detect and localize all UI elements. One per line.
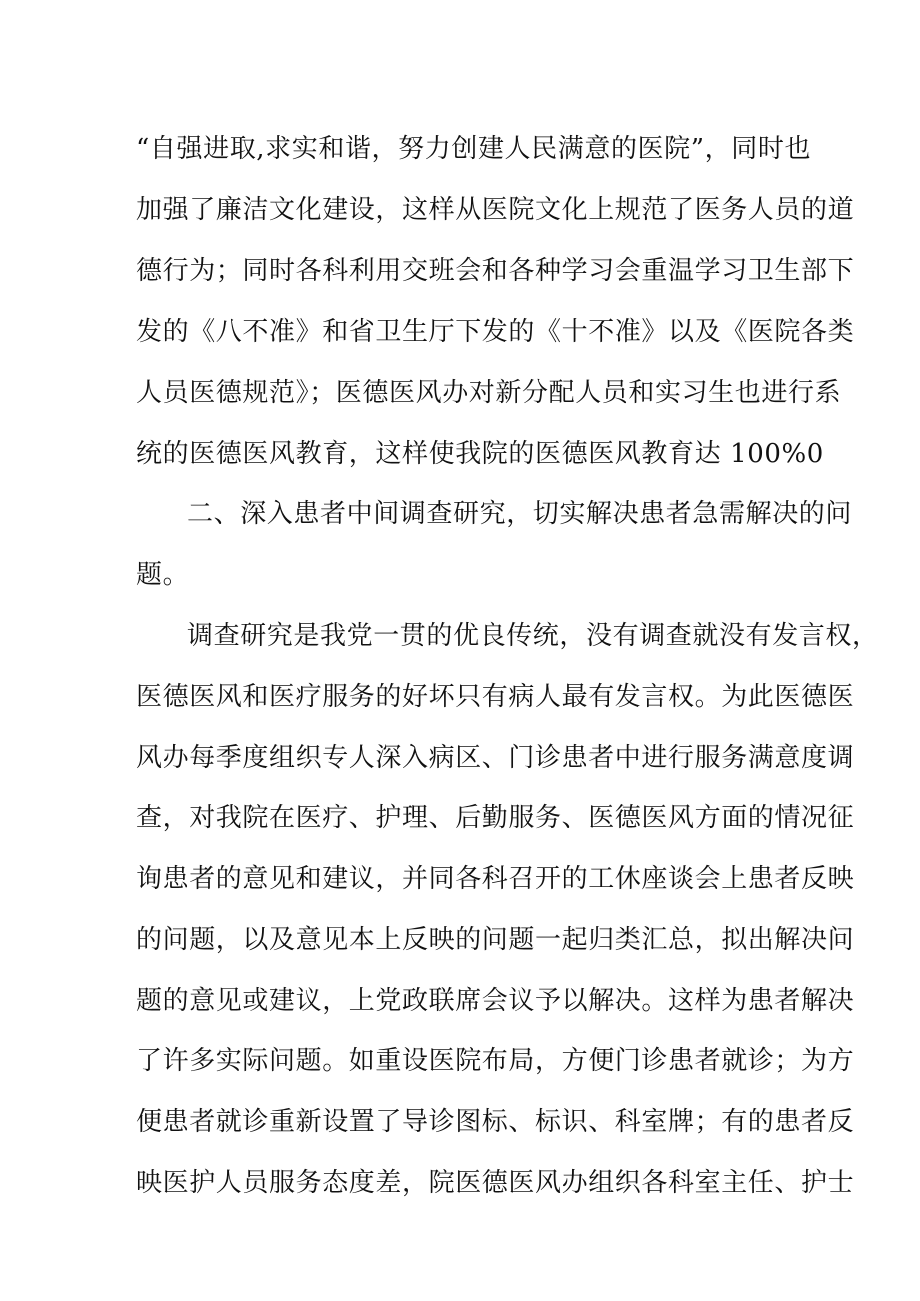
paragraph-line: 映医护人员服务态度差，院医德医风办组织各科室主任、护士 [136,1168,855,1198]
paragraph-line: 加强了廉洁文化建设，这样从医院文化上规范了医务人员的道 [136,195,855,225]
paragraph-line: 查，对我院在医疗、护理、后勤服务、医德医风方面的情况征 [136,803,855,833]
paragraph-line: 医德医风和医疗服务的好坏只有病人最有发言权。为此医德医 [136,682,855,712]
paragraph-line: 调查研究是我党一贯的优良传统，没有调查就没有发言权， [187,621,879,651]
paragraph-line: 统的医德医风教育，这样使我院的医德医风教育达 100%0 [136,439,824,469]
paragraph-line: 询患者的意见和建议，并同各科召开的工休座谈会上患者反映 [136,864,855,894]
paragraph-line: 了许多实际问题。如重设医院布局，方便门诊患者就诊；为方 [136,1046,855,1076]
paragraph-line: “自强进取,求实和谐，努力创建人民满意的医院”，同时也 [136,134,812,164]
paragraph-line: 题的意见或建议，上党政联席会议予以解决。这样为患者解决 [136,986,855,1016]
paragraph-line: 便患者就诊重新设置了导诊图标、标识、科室牌；有的患者反 [136,1107,855,1137]
section-heading-line: 题。 [136,560,190,590]
paragraph-line: 发的《八不准》和省卫生厅下发的《十不准》以及《医院各类 [136,317,855,347]
section-heading-line: 二、深入患者中间调查研究，切实解决患者急需解决的问 [187,499,853,529]
paragraph-line: 人员医德规范》；医德医风办对新分配人员和实习生也进行系 [136,378,842,408]
paragraph-line: 的问题，以及意见本上反映的问题一起归类汇总，拟出解决问 [136,925,855,955]
paragraph-line: 风办每季度组织专人深入病区、门诊患者中进行服务满意度调 [136,743,855,773]
paragraph-line: 德行为；同时各科利用交班会和各种学习会重温学习卫生部下 [136,256,855,286]
